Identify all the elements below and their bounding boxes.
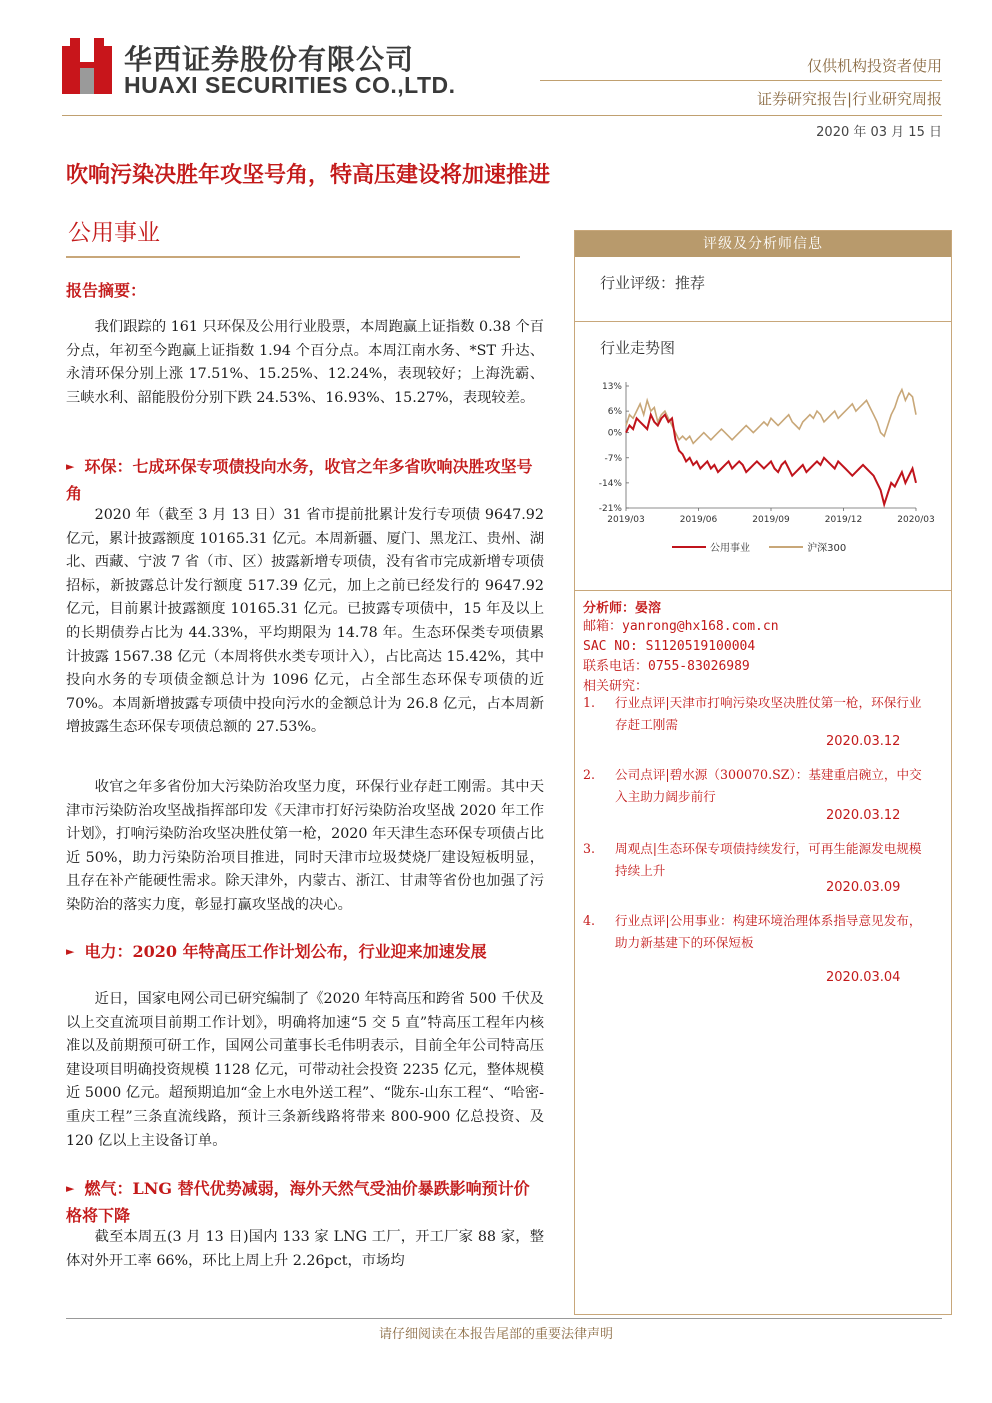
x-tick-label: 2019/06 — [679, 515, 718, 525]
trend-chart — [590, 376, 940, 536]
section-heading: ► 燃气：LNG 替代优势减弱，海外天然气受油价暴跌影响预计价格将下降 — [66, 1179, 530, 1225]
related-report[interactable]: 4. 行业点评|公用事业：构建环境治理体系指导意见发布，助力新基建下的环保短板 — [583, 913, 922, 950]
analyst-sac: SAC NO: S1120519100004 — [583, 639, 756, 654]
related-report-date: 2020.03.04 — [826, 970, 901, 985]
y-tick-label: -21% — [598, 504, 622, 514]
industry-underline — [66, 256, 520, 258]
industry-rating: 行业评级：推荐 — [600, 274, 706, 292]
legal-notice: 请仔细阅读在本报告尾部的重要法律声明 — [378, 1327, 613, 1342]
analyst-name: 分析师：晏溶 — [583, 601, 662, 616]
legend-swatch-hs300 — [769, 546, 803, 548]
legend-swatch-utilities — [672, 546, 706, 548]
industry-name: 公用事业 — [68, 220, 160, 246]
paragraph: 2020 年（截至 3 月 13 日）31 省市提前批累计发行专项债 9647.92 亿元，累计披露额度 10165.31 亿元。本周新疆、厦门、黑龙江、贵州、湖北、西藏、宁波 7 省（市、区）披露新增专项债，没有省市完成新增专项债招标，新披露总计发行额度 517.39 亿元，加上之前已经发行的 9647.92 亿元，目前累计披露额度 10165.31 亿元。已披露专项债中，15 年及以上的长期债券占比为 44.33%，平均期限为 14.78 年。生态环保类专项债累计披露 1567.38 亿元（本周将供水类专项计入），占比高达 15.42%，其中投向水务的专项债金额总计为 1096 亿元，占全部生态环保专项债的近 70%。本周新增披露专项债中投向污水的金额总计为 26.8 亿元，占本周新增披露生态环保专项债总额的 27.53%。 — [66, 507, 544, 736]
abstract-heading: 报告摘要： — [66, 281, 147, 300]
y-tick-label: 0% — [607, 428, 622, 439]
huaxi-logo-icon — [62, 38, 112, 94]
legend-label: 沪深300 — [807, 543, 847, 554]
analyst-email[interactable]: 邮箱：yanrong@hx168.com.cn — [583, 619, 779, 634]
paragraph: 我们跟踪的 161 只环保及公用行业股票，本周跑赢上证指数 0.38 个百分点，年初至今跑赢上证指数 1.94 个百分点。本周江南水务、*ST 升达、永清环保分别上涨 17.51%、15.25%、12.24%，表现较好；上海洗霸、三峡水利、韶能股份分别下跌 24.53%、16.93%、15.27%，表现较差。 — [66, 319, 544, 406]
related-report[interactable]: 2. 公司点评|碧水源（300070.SZ）：基建重启碗立，中交入主助力阔步前行 — [583, 767, 922, 804]
related-report-date: 2020.03.12 — [826, 734, 901, 749]
sidebar-divider — [575, 321, 951, 322]
related-report-date: 2020.03.12 — [826, 808, 901, 823]
sidebar-divider — [575, 590, 951, 591]
x-tick-label: 2019/09 — [752, 515, 790, 525]
section-heading: ► 电力：2020 年特高压工作计划公布，行业迎来加速发展 — [66, 942, 487, 961]
footer-divider — [66, 1318, 942, 1319]
analyst-phone: 联系电话：0755-83026989 — [583, 659, 750, 674]
related-report[interactable]: 1. 行业点评|天津市打响污染攻坚决胜仗第一枪，环保行业存赶工刚需 — [583, 695, 922, 732]
section-heading: ► 环保：七成环保专项债投向水务，收官之年多省吹响决胜攻坚号角 — [66, 457, 533, 503]
report-type: 证券研究报告|行业研究周报 — [756, 90, 942, 108]
header-divider-2 — [62, 115, 942, 116]
report-title: 吹响污染决胜年攻坚号角，特高压建设将加速推进 — [66, 162, 551, 188]
related-research-label: 相关研究： — [583, 679, 649, 694]
y-tick-label: 6% — [607, 407, 622, 418]
sidebar-title: 评级及分析师信息 — [575, 231, 951, 257]
company-name-cn: 华西证券股份有限公司 — [124, 43, 415, 76]
y-tick-label: -7% — [604, 453, 622, 464]
y-tick-label: 13% — [601, 382, 622, 392]
triangle-bullet-icon: ► — [66, 945, 75, 958]
paragraph: 收官之年多省份加大污染防治攻坚力度，环保行业存赶工刚需。其中天津市污染防治攻坚战指挥部印发《天津市打好污染防治攻坚战 2020 年工作计划》，打响污染防治攻坚决胜仗第一枪，2020 年天津生态环保专项债占比近 50%，助力污染防治项目推进，同时天津市垃圾焚烧厂建设短板明显，且存在补产能硬性需求。除天津外，内蒙古、浙江、甘肃等省份也加强了污染防治的落实力度，彰显打赢攻坚战的决心。 — [66, 779, 544, 913]
paragraph: 近日，国家电网公司已研究编制了《2020 年特高压和跨省 500 千伏及以上交直流项目前期工作计划》，明确将加速“5 交 5 直”特高压工程年内核准以及前期预可研工作，国网公司董事长毛伟明表示，目前全年公司特高压建设项目明确投资规模 1128 亿元，可带动社会投资 2235 亿元，整体规模近 5000 亿元。超预期追加“金上水电外送工程”、“陇东-山东工程“、“哈密-重庆工程”三条直流线路，预计三条新线路将带来 800-900 亿总投资、及 120 亿以上主设备订单。 — [66, 991, 544, 1149]
related-report[interactable]: 3. 周观点|生态环保专项债持续发行，可再生能源发电规模持续上升 — [583, 841, 922, 878]
related-report-date: 2020.03.09 — [826, 880, 901, 895]
y-tick-label: -14% — [598, 478, 622, 489]
header-divider — [540, 80, 942, 81]
trend-chart-label: 行业走势图 — [600, 339, 676, 357]
x-tick-label: 2019/12 — [824, 515, 863, 525]
series-line-utilities — [626, 415, 916, 505]
series-line-hs300 — [626, 390, 916, 444]
x-tick-label: 2019/03 — [607, 515, 645, 525]
triangle-bullet-icon: ► — [66, 1182, 75, 1195]
x-tick-label: 2020/03 — [897, 515, 935, 525]
triangle-bullet-icon: ► — [66, 460, 75, 473]
chart-legend — [672, 539, 846, 554]
paragraph: 截至本周五(3 月 13 日)国内 133 家 LNG 工厂，开工厂家 88 家，整体对外开工率 66%，环比上周上升 2.26pct，市场均 — [66, 1229, 544, 1269]
company-name-en: HUAXI SECURITIES CO.,LTD. — [124, 72, 456, 98]
legend-label: 公用事业 — [710, 543, 750, 554]
report-date: 2020 年 03 月 15 日 — [816, 125, 942, 140]
audience-note: 仅供机构投资者使用 — [806, 57, 942, 75]
